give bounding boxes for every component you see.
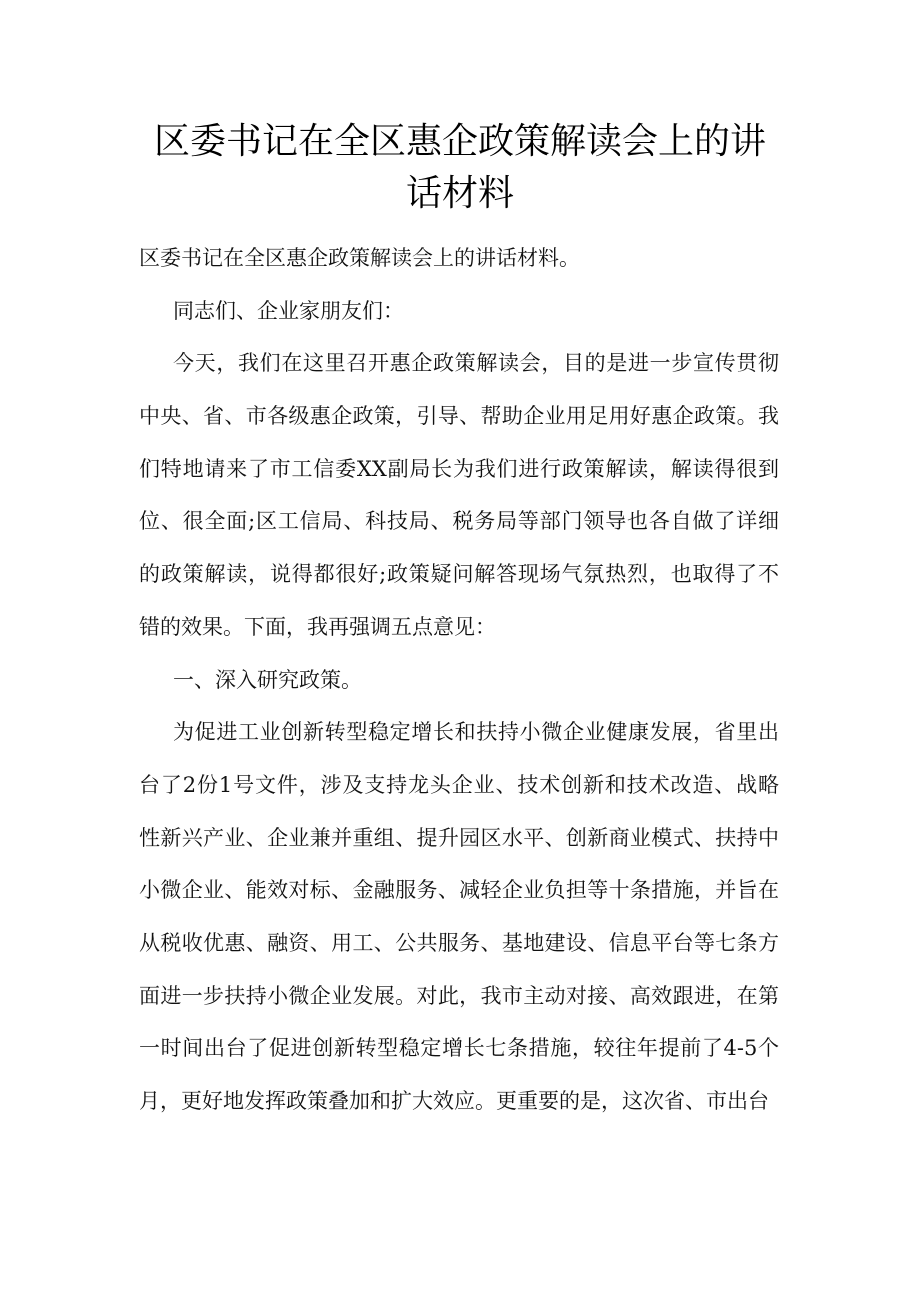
text-line: 月，更好地发挥政策叠加和扩大效应。更重要的是，这次省、市出台 (139, 1089, 769, 1113)
text-line: 一、深入研究政策。 (173, 667, 362, 692)
paragraph (139, 654, 779, 707)
paragraph (139, 232, 779, 285)
text-line: 面进一步扶持小微企业发展。对此，我市主动对接、高效跟进，在第 (139, 983, 779, 1008)
title-line-1: 区委书记在全区惠企政策解读会上的讲 (153, 121, 766, 162)
text-line: 性新兴产业、企业兼并重组、提升园区水平、创新商业模式、扶持中 (139, 825, 779, 850)
title-line-2: 话材料 (405, 173, 514, 214)
text-line: 从税收优惠、融资、用工、公共服务、基地建设、信息平台等七条方 (139, 930, 779, 955)
text-line: 们特地请来了市工信委XX副局长为我们进行政策解读，解读得很到 (139, 456, 779, 481)
text-line: 同志们、企业家朋友们： (173, 298, 404, 323)
text-line: 位、很全面;区工信局、科技局、税务局等部门领导也各自做了详细 (139, 509, 779, 534)
text-line: 错的效果。下面，我再强调五点意见： (139, 614, 496, 639)
text-line: 区委书记在全区惠企政策解读会上的讲话材料。 (139, 246, 580, 270)
paragraph (139, 706, 779, 1128)
text-line: 今天，我们在这里召开惠企政策解读会，目的是进一步宣传贯彻 (173, 351, 779, 376)
text-line: 为促进工业创新转型稳定增长和扶持小微企业健康发展，省里出 (173, 720, 779, 745)
paragraph (139, 285, 779, 338)
text-line: 一时间出台了促进创新转型稳定增长七条措施，较往年提前了4-5个 (139, 1036, 779, 1061)
paragraph (139, 337, 779, 653)
text-line: 中央、省、市各级惠企政策，引导、帮助企业用足用好惠企政策。我 (139, 404, 779, 429)
text-line: 小微企业、能效对标、金融服务、减轻企业负担等十条措施，并旨在 (139, 878, 779, 903)
text-line: 台了2份1号文件，涉及支持龙头企业、技术创新和技术改造、战略 (139, 772, 779, 797)
text-line: 的政策解读，说得都很好;政策疑问解答现场气氛热烈，也取得了不 (139, 562, 779, 587)
document-body (139, 232, 779, 1128)
document-title (0, 116, 920, 220)
